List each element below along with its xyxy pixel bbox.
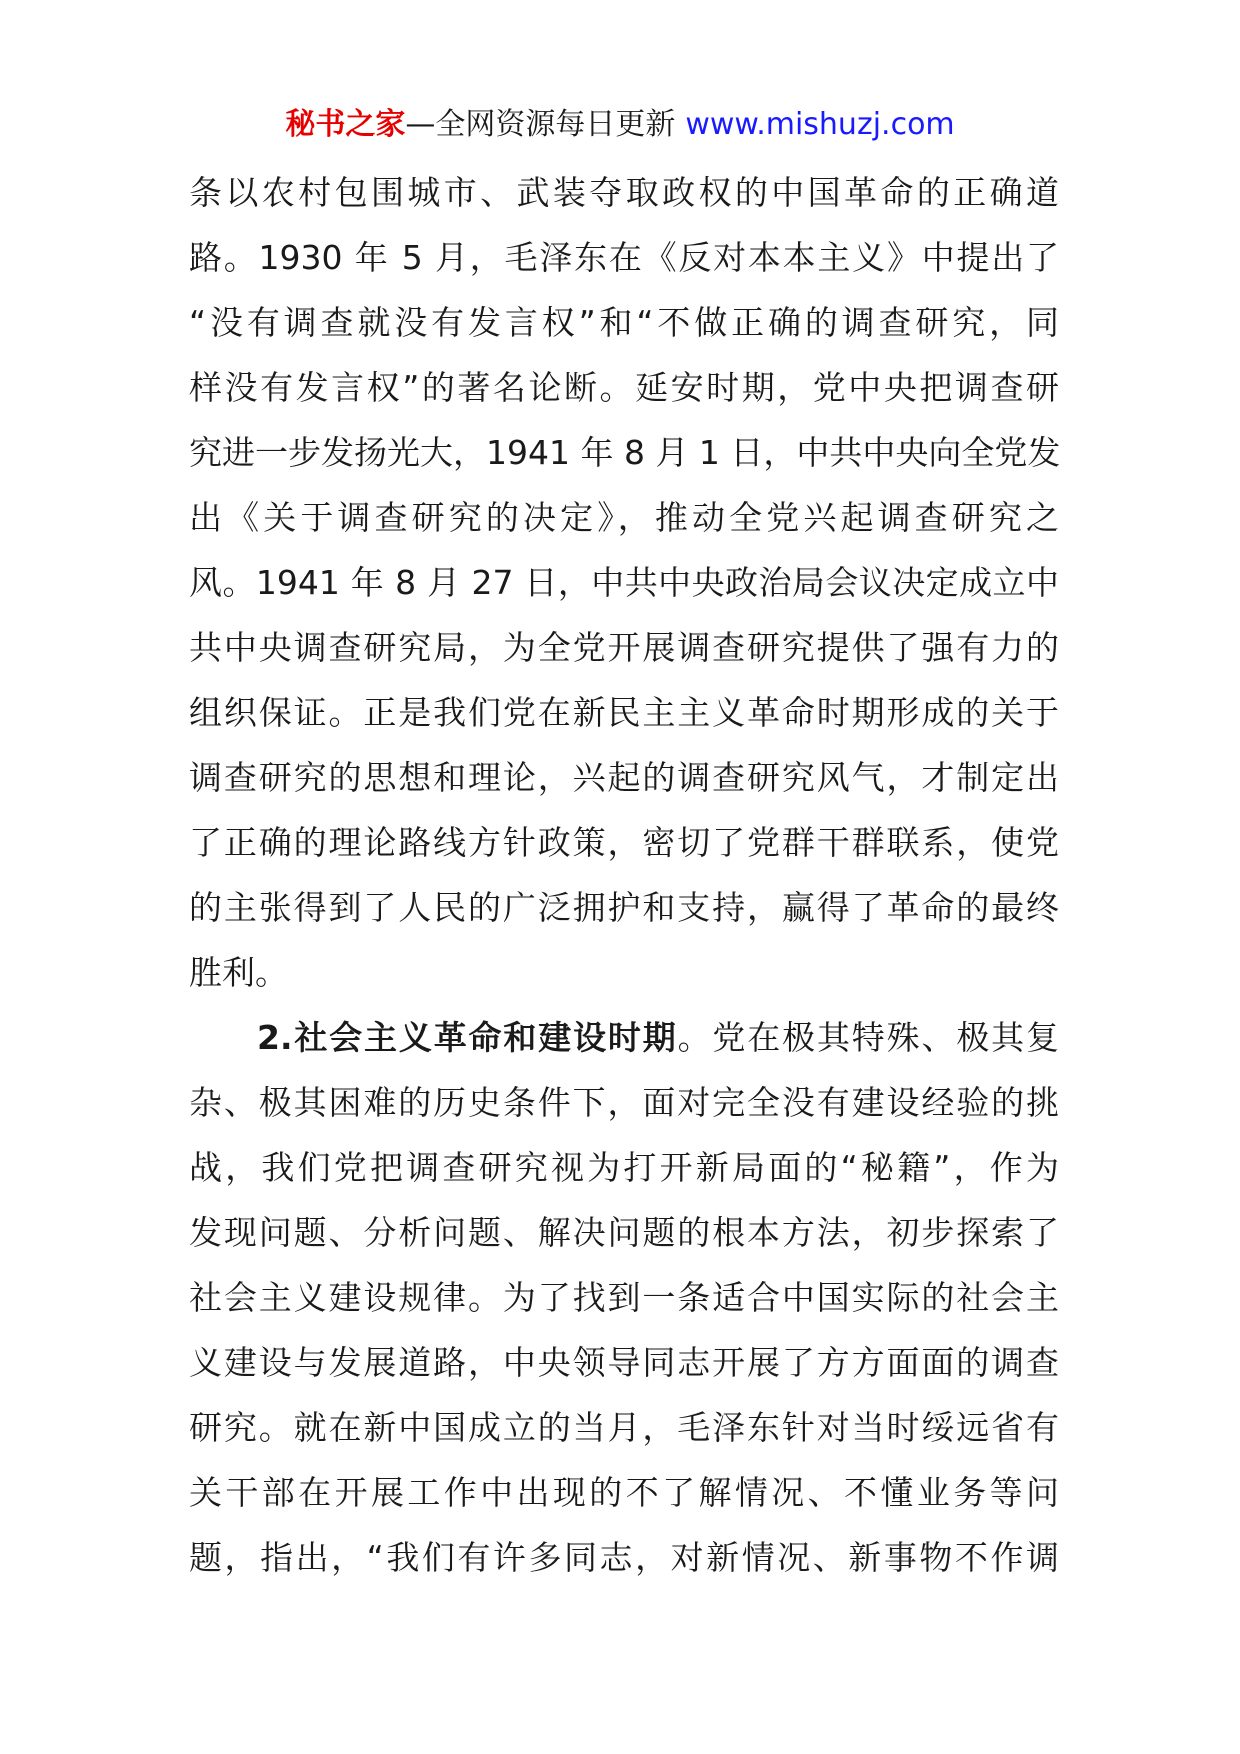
text-line: “没有调查就没有发言权”和“不做正确的调查研究，同 — [189, 303, 1059, 342]
text-line: 战，我们党把调查研究视为打开新局面的“秘籍”，作为 — [189, 1148, 1059, 1187]
text-line: 样没有发言权”的著名论断。延安时期，党中央把调查研 — [189, 368, 1059, 407]
text-line: 究进一步发扬光大，1941 年 8 月 1 日，中共中央向全党发 — [189, 433, 1061, 472]
text-line: 风。1941 年 8 月 27 日，中共中央政治局会议决定成立中 — [189, 563, 1059, 602]
text-fragment: 。党在极其特殊、极其复 — [677, 1018, 1060, 1057]
text-line: 出《关于调查研究的决定》，推动全党兴起调查研究之 — [189, 498, 1059, 537]
paragraph-socialist-construction — [189, 1005, 1059, 1590]
text-line: 研究。就在新中国成立的当月，毛泽东针对当时绥远省有 — [189, 1408, 1059, 1447]
text-line: 条以农村包围城市、武装夺取政权的中国革命的正确道 — [189, 173, 1059, 212]
text-line: 社会主义建设规律。为了找到一条适合中国实际的社会主 — [189, 1278, 1059, 1317]
brand-name: 秘书之家 — [285, 107, 406, 142]
text-line: 了正确的理论路线方针政策，密切了党群干群联系，使党 — [189, 823, 1059, 862]
site-url-link[interactable]: www.mishuzj.com — [685, 107, 955, 142]
text-line: 杂、极其困难的历史条件下，面对完全没有建设经验的挑 — [189, 1083, 1059, 1122]
text-line: 共中央调查研究局，为全党开展调查研究提供了强有力的 — [189, 628, 1059, 667]
paragraph-new-democratic-revolution — [189, 160, 1059, 1005]
page-header — [0, 100, 1240, 150]
text-line: 胜利。 — [189, 953, 288, 992]
text-line — [189, 1005, 1059, 1070]
header-slogan: —全网资源每日更新 — [405, 107, 676, 142]
text-line: 的主张得到了人民的广泛拥护和支持，赢得了革命的最终 — [189, 888, 1059, 927]
text-line: 关干部在开展工作中出现的不了解情况、不懂业务等问 — [189, 1473, 1059, 1512]
text-line: 义建设与发展道路，中央领导同志开展了方方面面的调查 — [189, 1343, 1059, 1382]
section-heading: 2.社会主义革命和建设时期 — [257, 1018, 678, 1057]
document-body — [189, 160, 1059, 1590]
text-line: 调查研究的思想和理论，兴起的调查研究风气，才制定出 — [189, 758, 1059, 797]
text-line: 组织保证。正是我们党在新民主主义革命时期形成的关于 — [189, 693, 1059, 732]
text-line: 题，指出，“我们有许多同志，对新情况、新事物不作调 — [189, 1538, 1059, 1577]
text-line: 发现问题、分析问题、解决问题的根本方法，初步探索了 — [189, 1213, 1059, 1252]
text-line: 路。1930 年 5 月，毛泽东在《反对本本主义》中提出了 — [189, 238, 1059, 277]
